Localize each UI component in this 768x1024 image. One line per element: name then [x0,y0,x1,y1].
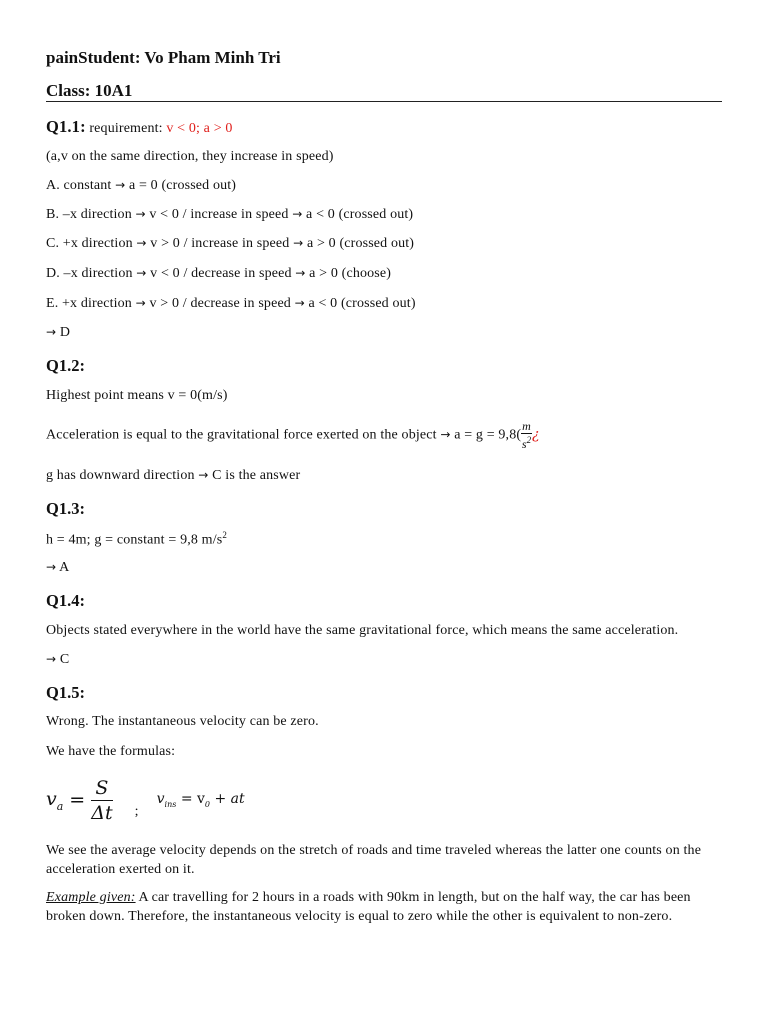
unit-denominator: $s^2$ [521,435,532,451]
superscript: 2 [222,530,228,540]
header-divider [46,101,722,102]
q13-answer [46,560,69,576]
q11-option-c [46,236,414,252]
unit-close-glyph: ¿ [532,426,540,443]
formula1-fraction [91,776,112,825]
arrow-icon: → [295,266,306,280]
q11-option-b [46,207,413,223]
option-text: D. –x direction [46,266,137,281]
q11-answer [46,325,70,341]
arrow-icon: → [46,325,57,339]
q15-example [46,888,716,926]
q11-option-a [46,178,236,194]
arrow-icon: → [292,207,303,221]
arrow-icon: → [135,207,146,221]
equals-sign: = [69,789,86,811]
example-text: A car travelling for 2 hours in a roads with 90km in length, but on the half way, the car has been broken down. Therefore, the instantaneous velocity is equal to zero while the other is equivalent to non-zero. [46,890,691,924]
arrow-icon: → [115,178,126,192]
q15-line2: We have the formulas: [46,744,176,759]
formula-separator: ; [134,804,139,819]
q11-title: Q1.1 [46,117,81,136]
arrow-icon: → [136,266,147,280]
option-text: C. +x direction [46,236,137,251]
formula1-denominator: Δt [91,801,113,824]
q14-title: Q1.4: [46,591,85,610]
answer-text: C [56,652,70,667]
formula2: $v_{ins} = v_0$ + at [156,791,245,809]
q13-line1 [46,530,227,549]
q11-requirement-value: v < 0; a > 0 [166,121,233,136]
q15-paragraph: We see the average velocity depends on the stretch of roads and time traveled whereas the latter one counts on the acceleration exerted on it. [46,843,702,877]
q12-title: Q1.2: [46,356,85,375]
answer-text: D [56,325,71,340]
option-text: A. constant [46,178,116,193]
q11-colon: : [80,117,86,136]
q11-option-e [46,296,416,312]
q14-line1: Objects stated everywhere in the world have the same gravitational force, which means the same acceleration. [46,623,679,638]
option-text: a = 0 (crossed out) [125,178,237,193]
class-label: Class: 10A1 [46,81,133,100]
arrow-icon: → [135,296,146,310]
q13-title: Q1.3: [46,499,85,518]
q11-note: (a,v on the same direction, they increase in speed) [46,149,334,164]
option-text: a < 0 (crossed out) [304,296,416,311]
q15-line1: Wrong. The instantaneous velocity can be zero. [46,714,319,729]
option-text: a < 0 (crossed out) [302,207,414,222]
line-text: C is the answer [208,468,301,483]
arrow-icon: → [198,468,209,482]
line-text: g has downward direction [46,468,199,483]
unit-numerator: m [522,419,531,433]
line-text: Acceleration is equal to the gravitational force exerted on the object [46,427,441,443]
option-text: E. +x direction [46,296,136,311]
line-text: h = 4m; g = constant = 9,8 m/s [46,532,223,548]
arrow-icon: → [46,560,57,574]
formulas [46,772,245,828]
student-name: painStudent: Vo Pham Minh Tri [46,48,281,67]
arrow-icon: → [440,427,451,442]
arrow-icon: → [46,652,57,666]
q14-answer [46,652,69,668]
line-text: a = g = 9,8( [450,427,522,443]
q12-line3 [46,468,300,484]
formula1-numerator: S [91,776,112,801]
option-text: v > 0 / decrease in speed [145,296,295,311]
option-text: v > 0 / increase in speed [146,236,294,251]
q15-title: Q1.5: [46,683,85,702]
q11-requirement-label: requirement: [85,121,167,136]
arrow-icon: → [293,236,304,250]
option-text: v < 0 / decrease in speed [146,266,296,281]
option-text: a > 0 (choose) [305,266,392,281]
q11-option-d [46,266,391,282]
q12-line1: Highest point means v = 0(m/s) [46,388,228,403]
arrow-icon: → [136,236,147,250]
option-text: v < 0 / increase in speed [145,207,293,222]
unit-exponent: 2 [526,435,532,445]
q12-line2 [46,420,540,451]
answer-text: A [56,560,70,575]
unit-fraction [521,420,532,451]
q11-heading [46,117,233,137]
example-label: Example given: [46,890,136,905]
option-text: a > 0 (crossed out) [303,236,415,251]
option-text: B. –x direction [46,207,136,222]
formula1-lhs: $v_a$ [46,787,64,813]
arrow-icon: → [294,296,305,310]
